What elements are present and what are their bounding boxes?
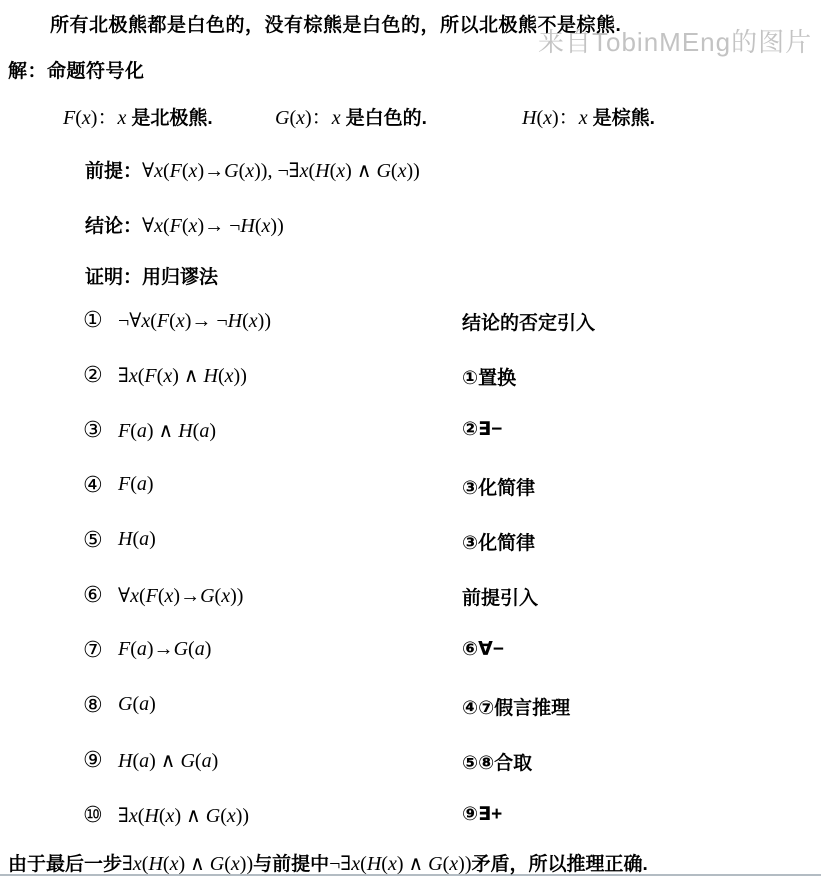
premise-formula: ∀x(F(x)→G(x)), ¬∃x(H(x) ∧ G(x)) xyxy=(142,160,420,182)
step-1-reason: 结论的否定引入 xyxy=(462,313,596,334)
definition-G xyxy=(275,101,427,130)
step-8-number: ⑧ xyxy=(83,692,103,717)
proof-step-2 xyxy=(0,362,821,392)
final-remark-text-1: 由于最后一步 xyxy=(8,854,123,875)
definition-F xyxy=(63,101,213,130)
proof-step-9 xyxy=(0,747,821,777)
step-2-formula: ∃x(F(x) ∧ H(x)) xyxy=(118,365,247,387)
step-5-number: ⑤ xyxy=(83,527,103,552)
proof-step-8 xyxy=(0,692,821,722)
step-10-number: ⑩ xyxy=(83,802,103,827)
proof-step-4 xyxy=(0,472,821,502)
step-8-formula: G(a) xyxy=(118,693,156,715)
final-remark xyxy=(8,849,648,876)
step-10-reason: ⑨∃+ xyxy=(462,804,503,825)
step-4-reason: ③化简律 xyxy=(462,478,536,499)
step-6-reason: 前提引入 xyxy=(462,588,539,609)
step-4-number: ④ xyxy=(83,472,103,497)
step-10-formula: ∃x(H(x) ∧ G(x)) xyxy=(118,805,250,827)
step-8-reason: ④⑦假言推理 xyxy=(462,698,571,719)
step-5-reason: ③化简律 xyxy=(462,533,536,554)
proof-step-6 xyxy=(0,582,821,612)
step-9-formula: H(a) ∧ G(a) xyxy=(118,750,219,772)
definition-H-symbol: H(x)： xyxy=(522,107,579,129)
definition-F-text: 是北极熊. xyxy=(131,108,213,129)
conclusion-label: 结论： xyxy=(85,216,143,237)
step-6-number: ⑥ xyxy=(83,582,103,607)
step-2-number: ② xyxy=(83,362,103,387)
definition-F-var: x xyxy=(117,107,127,129)
final-remark-text-3: 矛盾，所以推理正确. xyxy=(471,854,648,875)
proof-step-1 xyxy=(0,307,821,337)
definition-H xyxy=(522,101,655,130)
final-remark-formula-1: ∃x(H(x) ∧ G(x)) xyxy=(122,853,254,875)
solution-heading: 解：命题符号化 xyxy=(8,61,145,82)
step-1-number: ① xyxy=(83,307,103,332)
proof-heading: 证明：用归谬法 xyxy=(85,267,219,288)
final-remark-formula-2: ¬∃x(H(x) ∧ G(x)) xyxy=(329,853,472,875)
premise-label: 前提： xyxy=(85,161,143,182)
step-7-reason: ⑥∀− xyxy=(462,639,504,660)
premise-line xyxy=(85,156,420,183)
step-6-formula: ∀x(F(x)→G(x)) xyxy=(118,585,244,607)
conclusion-formula: ∀x(F(x)→ ¬H(x)) xyxy=(142,215,284,237)
final-remark-text-2: 与前提中 xyxy=(253,854,330,875)
definition-G-text: 是白色的. xyxy=(345,108,427,129)
step-3-reason: ②∃− xyxy=(462,419,503,440)
step-4-formula: F(a) xyxy=(118,473,154,495)
step-9-reason: ⑤⑧合取 xyxy=(462,753,533,774)
step-7-number: ⑦ xyxy=(83,637,103,662)
proof-step-3 xyxy=(0,417,821,447)
definition-H-var: x xyxy=(578,107,588,129)
definition-F-symbol: F(x)： xyxy=(63,107,118,129)
step-3-formula: F(a) ∧ H(a) xyxy=(118,420,216,442)
step-1-formula: ¬∀x(F(x)→ ¬H(x)) xyxy=(118,310,271,332)
step-7-formula: F(a)→G(a) xyxy=(118,638,212,660)
step-2-reason: ①置换 xyxy=(462,368,517,389)
problem-statement: 所有北极熊都是白色的，没有棕熊是白色的，所以北极熊不是棕熊. xyxy=(50,15,622,36)
definition-G-var: x xyxy=(331,107,341,129)
step-3-number: ③ xyxy=(83,417,103,442)
proof-step-10 xyxy=(0,802,821,832)
definition-H-text: 是棕熊. xyxy=(592,108,655,129)
step-5-formula: H(a) xyxy=(118,528,156,550)
definition-G-symbol: G(x)： xyxy=(275,107,332,129)
step-9-number: ⑨ xyxy=(83,747,103,772)
watermark-text: 来自TobinMEng的图片 xyxy=(538,27,813,57)
proof-step-7 xyxy=(0,637,821,667)
proof-step-5 xyxy=(0,527,821,557)
conclusion-line xyxy=(85,211,284,238)
